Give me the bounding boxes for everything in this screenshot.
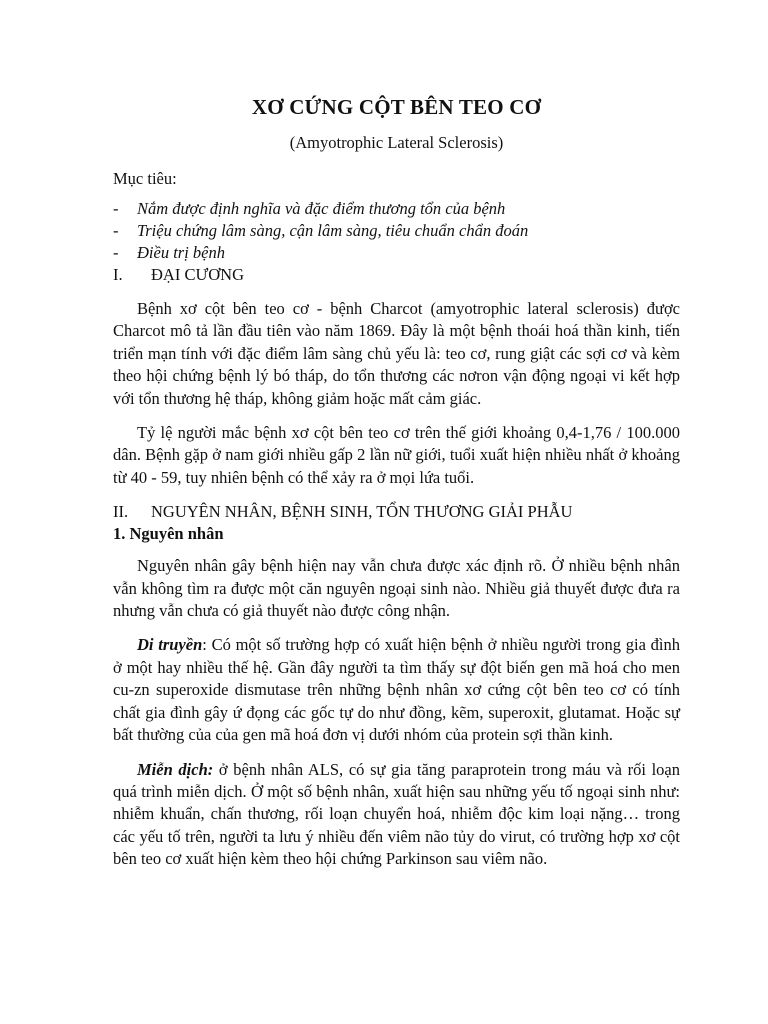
objective-item (113, 220, 680, 242)
objective-item (113, 242, 680, 264)
paragraph-lead: Miễn dịch: (137, 759, 214, 779)
list-marker: - (113, 221, 119, 240)
section-number: I. (113, 265, 123, 284)
objectives-label: Mục tiêu: (113, 169, 177, 188)
paragraph-genetics (113, 634, 680, 746)
paragraph-text: ở bệnh nhân ALS, có sự gia tăng paraprotein trong máu và rối loạn quá trình miễn dịch. Ở một số bệnh nhân, xuất hiện sau những yếu tố ngoại sinh như: nhiễm khuẩn, chấn thương, rối loạn chuyển hoá, nhiễm độc kim loại nặng… trong các yếu tố trên, người ta lưu ý nhiều đến viêm não tủy do virut, có trường hợp xơ cột bên teo cơ xuất hiện kèm theo hội chứng Parkinson sau viêm não. (113, 759, 680, 869)
paragraph-immunity (113, 759, 680, 871)
paragraph: Nguyên nhân gây bệnh hiện nay vẫn chưa được xác định rõ. Ở nhiều bệnh nhân vẫn không tìm ra được một căn nguyên ngoại sinh nào. Nhiều giả thuyết được đưa ra nhưng vẫn chưa có giả thuyết nào được công nhận. (113, 556, 680, 621)
section-heading-1 (113, 264, 680, 286)
paragraph: Bệnh xơ cột bên teo cơ - bệnh Charcot (amyotrophic lateral sclerosis) được Charcot mô tả lần đầu tiên vào năm 1869. Đây là một bệnh thoái hoá thần kinh, tiến triển mạn tính với đặc điểm lâm sàng chủ yếu là: teo cơ, rung giật các sợi cơ và kèm theo hội chứng bệnh lý bó tháp, do tổn thương các nơron vận động ngoại vi kết hợp với tổn thương hệ tháp, không giảm hoặc mất cảm giác. (113, 299, 680, 408)
section-heading-2 (113, 501, 680, 523)
objective-text: Nắm được định nghĩa và đặc điểm thương tổn của bệnh (137, 199, 506, 218)
paragraph: Tỷ lệ người mắc bệnh xơ cột bên teo cơ trên thế giới khoảng 0,4-1,76 / 100.000 dân. Bệnh gặp ở nam giới nhiều gấp 2 lần nữ giới, tuổi xuất hiện nhiều nhất ở khoảng từ 40 - 59, tuy nhiên bệnh có thể xảy ra ở mọi lứa tuổi. (113, 423, 680, 487)
objective-item (113, 198, 680, 220)
objectives-list (113, 198, 680, 264)
section-title: NGUYÊN NHÂN, BỆNH SINH, TỔN THƯƠNG GIẢI PHẪU (151, 502, 573, 522)
list-marker: - (113, 199, 119, 218)
paragraph-text: : Có một số trường hợp có xuất hiện bệnh ở nhiều người trong gia đình ở một hay nhiều thế hệ. Gần đây người ta tìm thấy sự đột biến gen mã hoá cho men cu-zn superoxide dismutase trên những bệnh nhân xơ cứng cột bên teo cơ có tính chất gia đình gây ứ đọng các gốc tự do như đồng, kẽm, superoxit, glutamat. Hoặc sự bất thường của của gen mã hoá đơn vị dưới nhóm của protein sợi thần kinh. (113, 635, 680, 745)
document-subtitle: (Amyotrophic Lateral Sclerosis) (289, 133, 504, 152)
section-title: ĐẠI CƯƠNG (151, 265, 245, 284)
section-number: II. (113, 502, 129, 522)
subsection-heading: 1. Nguyên nhân (113, 524, 224, 544)
objective-text: Triệu chứng lâm sàng, cận lâm sàng, tiêu chuẩn chẩn đoán (137, 221, 529, 240)
paragraph-lead: Di truyền (137, 635, 203, 655)
list-marker: - (113, 243, 119, 262)
objective-text: Điều trị bệnh (137, 243, 225, 262)
document-title: XƠ CỨNG CỘT BÊN TEO CƠ (251, 95, 542, 119)
